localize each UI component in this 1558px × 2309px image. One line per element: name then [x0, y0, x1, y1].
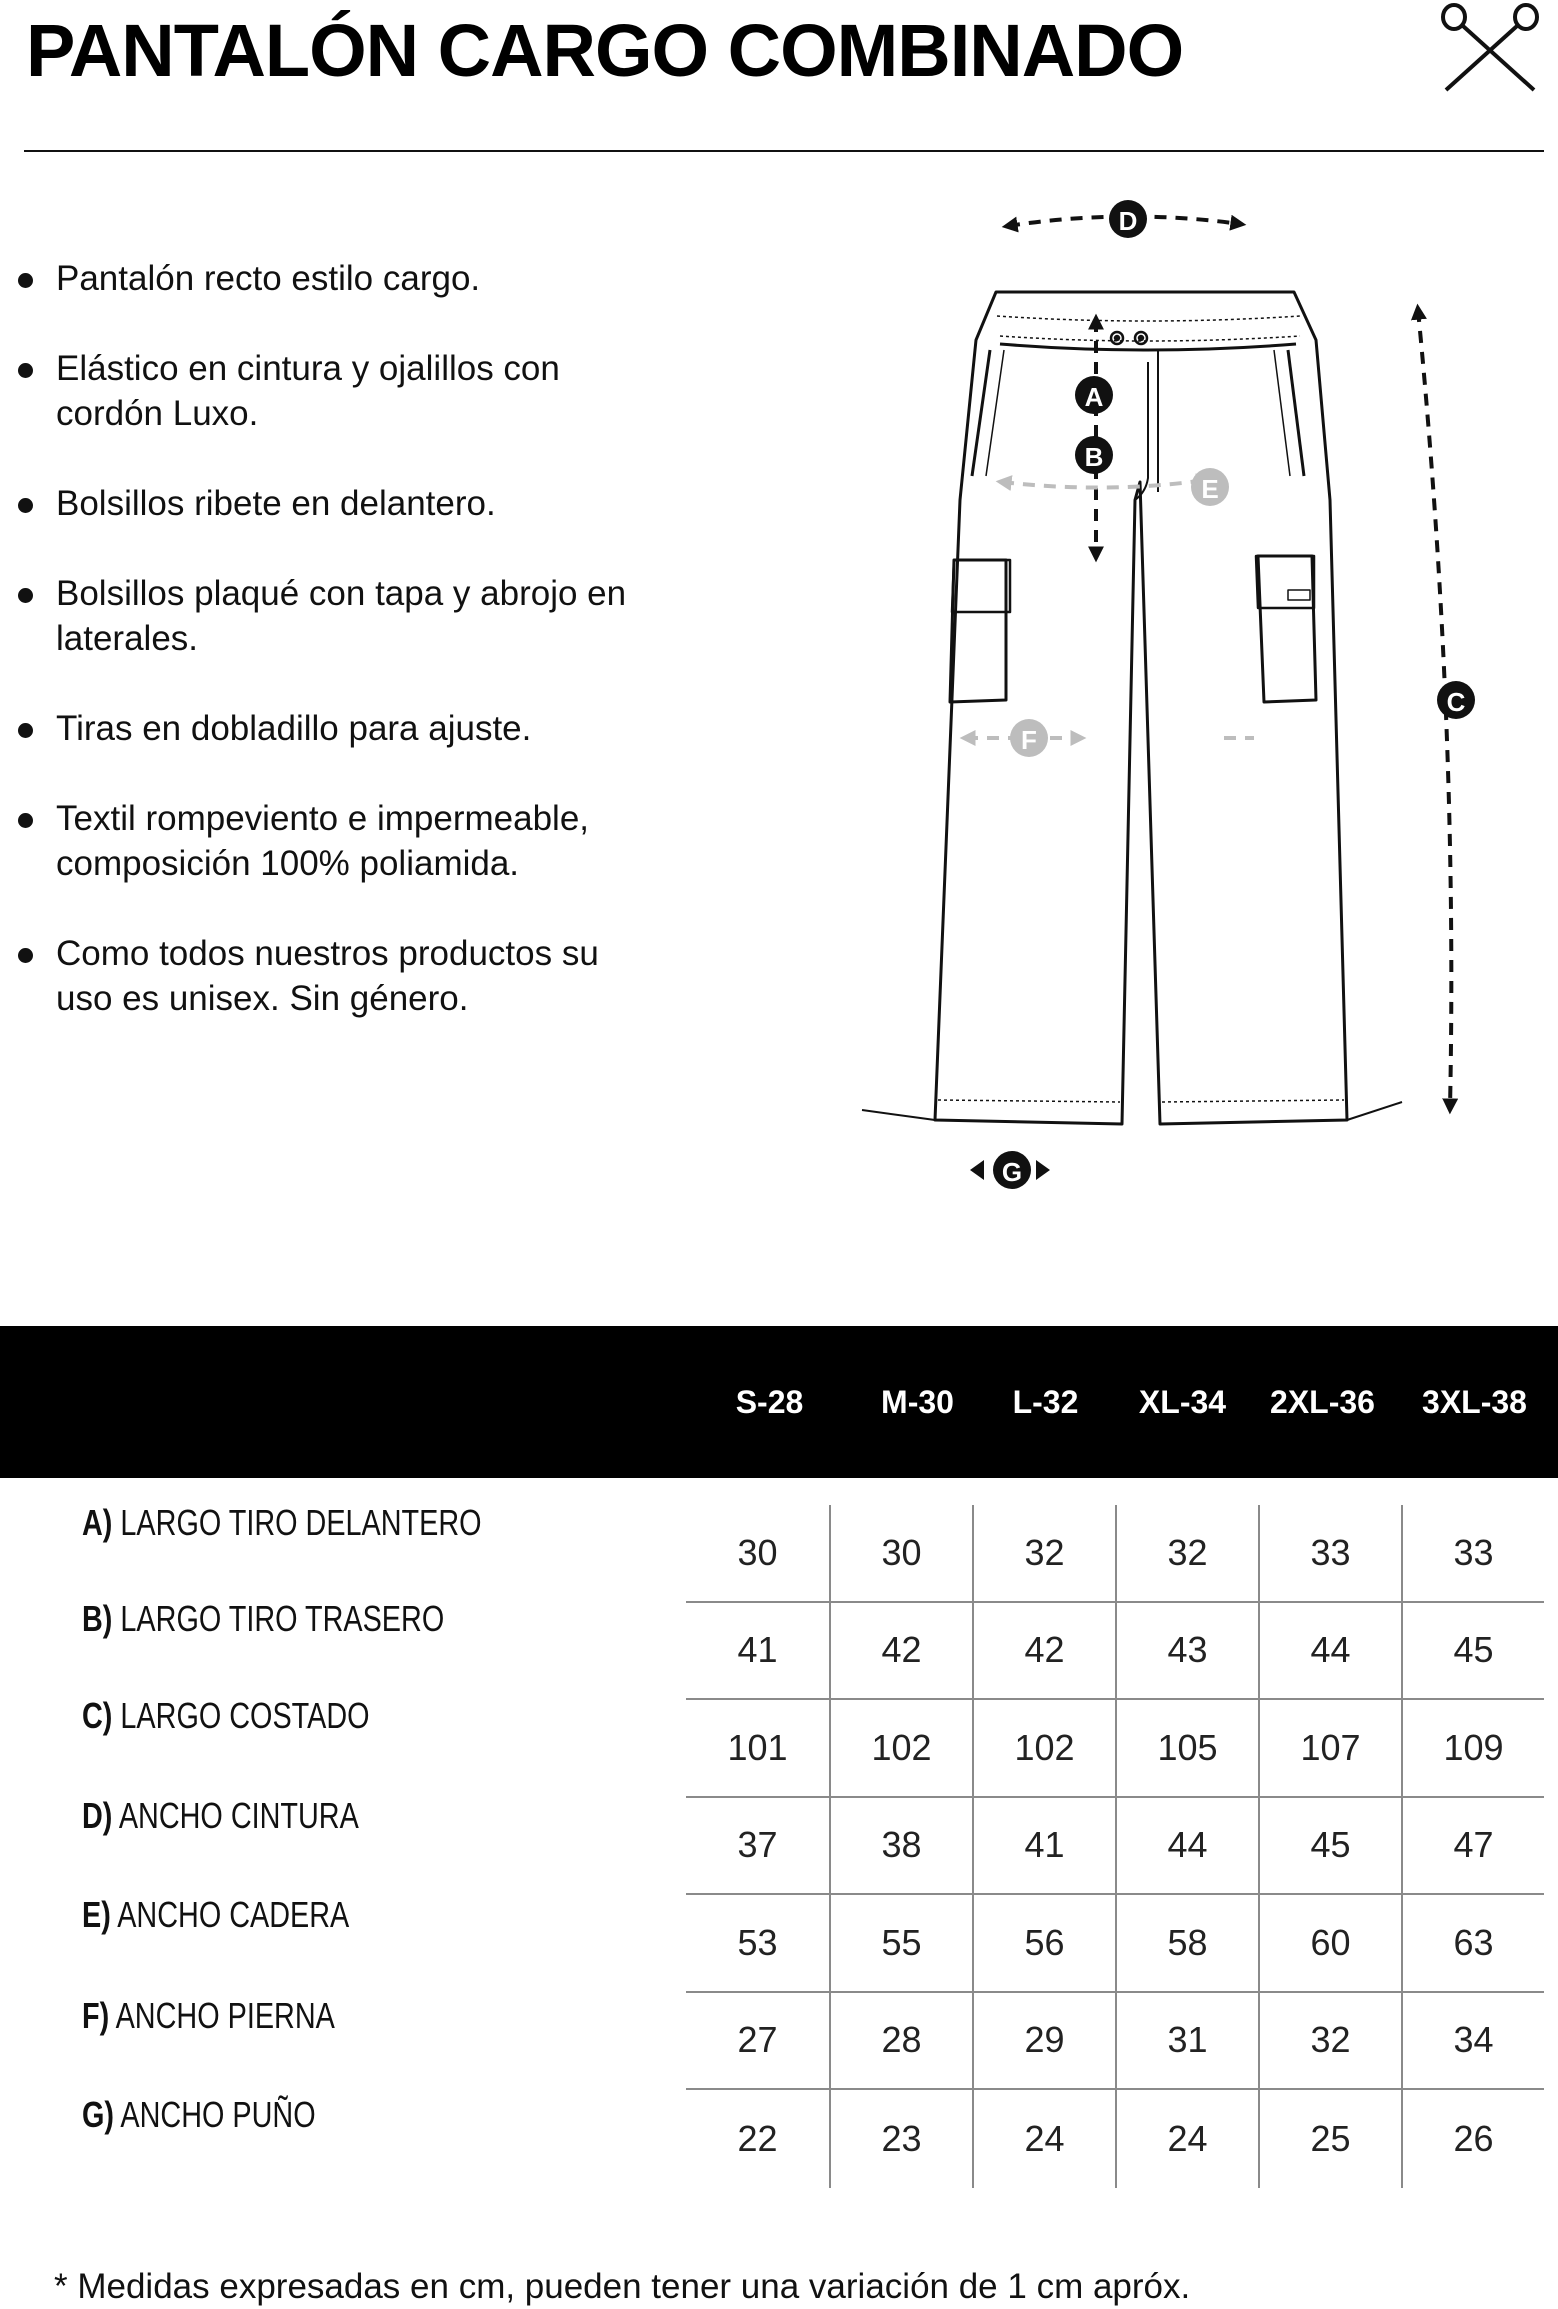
size-column-header: 3XL-38	[1422, 1384, 1527, 1420]
feature-item: Pantalón recto estilo cargo.	[12, 256, 632, 301]
table-cell: 32	[1258, 1993, 1401, 2091]
table-cell: 47	[1401, 1798, 1544, 1896]
table-cell: 26	[1401, 2090, 1544, 2188]
table-cell: 38	[829, 1798, 972, 1896]
row-label-c: C) LARGO COSTADO	[82, 1695, 370, 1736]
table-cell: 53	[686, 1895, 829, 1993]
table-cell: 55	[829, 1895, 972, 1993]
table-cell: 33	[1401, 1505, 1544, 1603]
table-cell: 43	[1115, 1603, 1258, 1701]
table-cell: 42	[829, 1603, 972, 1701]
table-cell: 24	[1115, 2090, 1258, 2188]
row-label-f: F) ANCHO PIERNA	[82, 1995, 335, 2036]
table-cell: 109	[1401, 1700, 1544, 1798]
feature-item: Bolsillos ribete en delantero.	[12, 481, 632, 526]
page-title: PANTALÓN CARGO COMBINADO	[26, 9, 1184, 92]
table-cell: 29	[972, 1993, 1115, 2091]
table-cell: 32	[972, 1505, 1115, 1603]
footnote: * Medidas expresadas en cm, pueden tener una variación de 1 cm apróx.	[54, 2267, 1191, 2306]
row-label-g: G) ANCHO PUÑO	[82, 2094, 316, 2135]
eyelet-icon	[1111, 332, 1147, 344]
row-label-a: A) LARGO TIRO DELANTERO	[82, 1502, 482, 1543]
table-cell: 27	[686, 1993, 829, 2091]
size-header-bar	[0, 1326, 1558, 1478]
row-label-d: D) ANCHO CINTURA	[82, 1795, 359, 1836]
table-cell: 30	[686, 1505, 829, 1603]
table-cell: 34	[1401, 1993, 1544, 2091]
table-cell: 22	[737, 2117, 778, 2159]
size-column-header: S-28	[735, 1384, 804, 1420]
size-column-header: L-32	[1012, 1384, 1079, 1420]
table-cell: 33	[1258, 1505, 1401, 1603]
table-cell: 41	[686, 1603, 829, 1701]
table-cell: 102	[829, 1700, 972, 1798]
marker-d	[1109, 200, 1147, 238]
table-cell: 30	[829, 1505, 972, 1603]
size-column-header: 2XL-36	[1270, 1384, 1375, 1420]
feature-item: Tiras en dobladillo para ajuste.	[12, 706, 632, 751]
size-column-header: XL-34	[1138, 1384, 1227, 1420]
svg-text:C: C	[1446, 687, 1466, 717]
feature-item: Bolsillos plaqué con tapa y abrojo en laterales.	[12, 571, 632, 661]
table-cell: 102	[972, 1700, 1115, 1798]
marker-c	[1437, 681, 1475, 719]
table-cell: 44	[1258, 1603, 1401, 1701]
table-cell: 24	[972, 2090, 1115, 2188]
size-table	[686, 1505, 1544, 2188]
marker-e	[1191, 468, 1229, 506]
size-column-header: M-30	[881, 1384, 954, 1420]
table-cell: 37	[686, 1798, 829, 1896]
table-cell: 42	[972, 1603, 1115, 1701]
table-cell: 101	[686, 1700, 829, 1798]
marker-g	[993, 1151, 1031, 1189]
table-cell: 28	[829, 1993, 972, 2091]
table-cell: 31	[1115, 1993, 1258, 2091]
marker-f	[1010, 719, 1048, 757]
row-label-e: E) ANCHO CADERA	[82, 1894, 350, 1935]
feature-item: Como todos nuestros productos su uso es unisex. Sin género.	[12, 931, 632, 1021]
table-cell: 107	[1258, 1700, 1401, 1798]
svg-text:B: B	[1084, 442, 1104, 472]
table-cell: 25	[1258, 2090, 1401, 2188]
table-cell: 23	[829, 2090, 972, 2188]
table-cell: 44	[1115, 1798, 1258, 1896]
marker-a	[1075, 376, 1113, 414]
pants-outline	[862, 292, 1402, 1124]
table-cell: 60	[1258, 1895, 1401, 1993]
marker-b	[1075, 436, 1113, 474]
feature-item: Elástico en cintura y ojalillos con cordón Luxo.	[12, 346, 632, 436]
table-cell: 32	[1115, 1505, 1258, 1603]
feature-item: Textil rompeviento e impermeable, composición 100% poliamida.	[12, 796, 632, 886]
table-cell: 105	[1115, 1700, 1258, 1798]
table-cell: 41	[972, 1798, 1115, 1896]
svg-text:E: E	[1201, 474, 1219, 504]
table-cell: 45	[1258, 1798, 1401, 1896]
table-cell: 56	[972, 1895, 1115, 1993]
svg-text:D: D	[1118, 206, 1138, 236]
table-cell: 58	[1115, 1895, 1258, 1993]
svg-text:G: G	[1001, 1157, 1023, 1187]
row-label-b: B) LARGO TIRO TRASERO	[82, 1598, 445, 1639]
svg-text:F: F	[1021, 725, 1037, 755]
svg-text:A: A	[1084, 382, 1104, 412]
table-cell: 45	[1401, 1603, 1544, 1701]
table-cell: 63	[1401, 1895, 1544, 1993]
